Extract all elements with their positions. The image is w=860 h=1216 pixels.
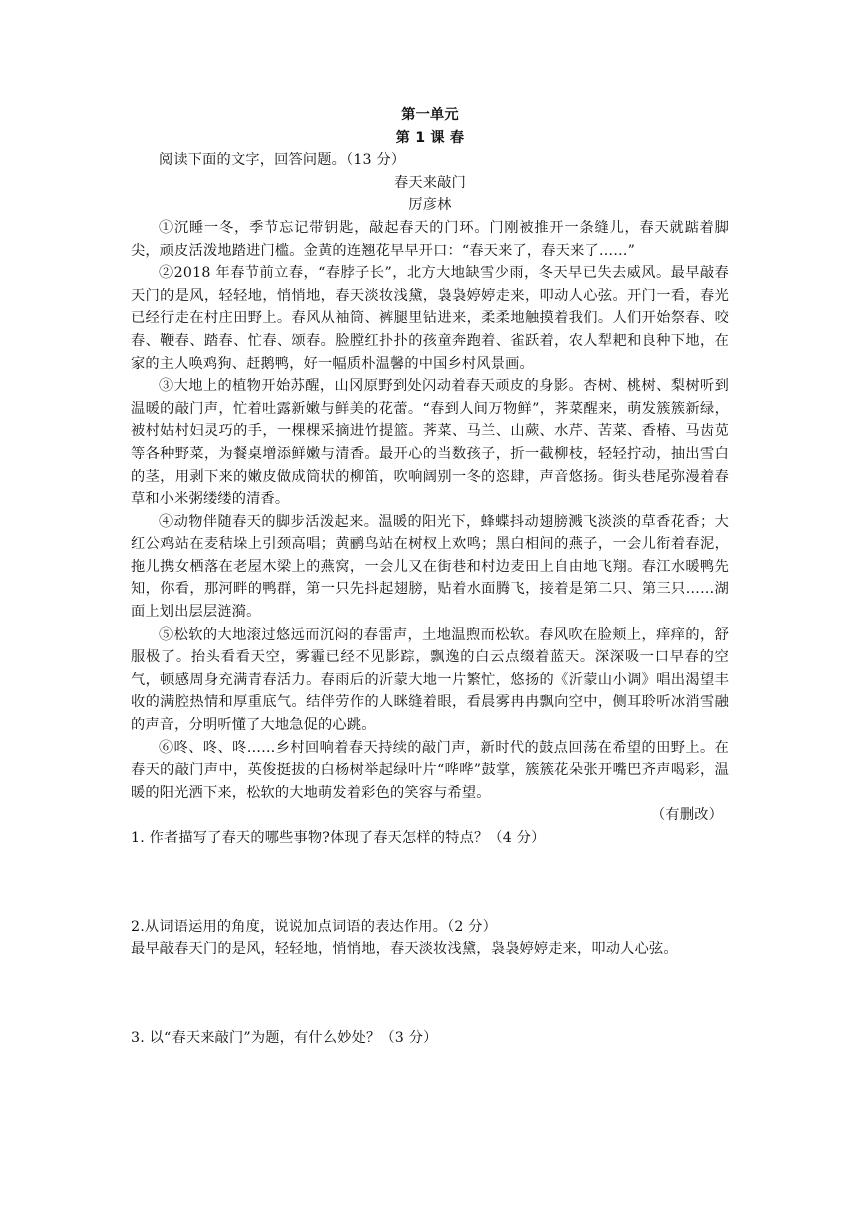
article-paragraph-3: ③大地上的植物开始苏醒，山冈原野到处闪动着春天顽皮的身影。杏树、桃树、梨树听到温暖的敲门声，忙着吐露新嫩与鲜美的花蕾。“春到人间万物鲜”，荠菜醒来，萌发簇簇新绿，被村姑村妇灵巧的手，一棵棵采摘进竹提篮。荠菜、马兰、山蕨、水芹、苦菜、香椿、马齿苋等各种野菜，为餐桌增添鲜嫩与清香。最开心的当数孩子，折一截柳枝，轻轻拧动，抽出雪白的茎，用剥下来的嫩皮做成筒状的柳笛，吹响阔别一冬的恣肆，声音悠扬。街头巷尾弥漫着春草和小米粥缕缕的清香。 — [131, 378, 729, 508]
article-paragraph-2: ②2018 年春节前立春，“春脖子长”，北方大地缺雪少雨，冬天早已失去威风。最早敲春天门的是风，轻轻地，悄悄地，春天淡妆浅黛，袅袅婷婷走来，叩动人心弦。开门一看，春光已经行走在村庄田野上。春风从袖筒、裤腿里钻进来，柔柔地触摸着我们。人们开始祭春、咬春、鞭春、踏春、忙春、颂春。脸膛红扑扑的孩童奔跑着、雀跃着，农人犁耙和良种下地，在家的主人唤鸡狗、赶鹅鸭，好一幅质朴温馨的中国乡村风景画。 — [131, 265, 729, 372]
article-author: 厉彦林 — [408, 197, 452, 214]
article-title: 春天来敲门 — [394, 174, 466, 191]
lesson-title: 第 1 课 春 — [395, 129, 465, 146]
question-1: 1. 作者描写了春天的哪些事物?体现了春天怎样的特点？（4 分） — [131, 830, 546, 846]
article-paragraph-4: ④动物伴随春天的脚步活泼起来。温暖的阳光下，蜂蝶抖动翅膀溅飞淡淡的草香花香；大红公鸡站在麦秸垛上引颈高唱；黄鹂鸟站在树杈上欢鸣；黑白相间的燕子，一会儿衔着春泥，拖儿携女栖落在老屋木梁上的燕窝，一会儿又在街巷和村边麦田上自由地飞翔。春江水暖鸭先知，你看，那河畔的鸭群，第一只先抖起翅膀，贴着水面腾飞，接着是第二只、第三只……湖面上划出层层涟漪。 — [131, 513, 729, 621]
answer-space-1 — [131, 850, 729, 916]
question-2-sentence: 最早敲春天门的是风，轻轻地，悄悄地，春天淡妆浅黛，袅袅婷婷走来，叩动人心弦。 — [131, 941, 678, 958]
answer-space-2 — [131, 961, 729, 1027]
source-note: （有删改） — [651, 807, 723, 824]
article-paragraph-5: ⑤松软的大地滚过悠远而沉闷的春雷声，土地温煦而松软。春风吹在脸颊上，痒痒的，舒服极了。抬头看看天空，雾霾已经不见影踪，飘逸的白云点缀着蓝天。深深吸一口早春的空气，顿感周身充满青春活力。春雨后的沂蒙大地一片繁忙，悠扬的《沂蒙山小调》唱出渴望丰收的满腔热情和厚重底气。结伴劳作的人眯缝着眼，看晨雾冉冉飘向空中，侧耳聆听冰消雪融的声音，分明听懂了大地急促的心跳。 — [131, 626, 729, 734]
article-paragraph-1: ①沉睡一冬，季节忘记带钥匙，敲起春天的门环。门刚被推开一条缝儿，春天就踮着脚尖，顽皮活泼地踏进门槛。金黄的连翘花早早开口：“春天来了，春天来了……” — [131, 219, 729, 259]
question-3: 3. 以“春天来敲门”为题，有什么妙处？（3 分） — [131, 1029, 438, 1046]
document-content — [131, 104, 729, 1049]
reading-instruction: 阅读下面的文字，回答问题。（13 分） — [159, 152, 406, 169]
unit-title: 第一单元 — [401, 107, 459, 123]
question-2: 2.从词语运用的角度，说说加点词语的表达作用。（2 分） — [131, 918, 498, 935]
article-paragraph-6: ⑥咚、咚、咚……乡村回响着春天持续的敲门声，新时代的鼓点回荡在希望的田野上。在春天的敲门声中，英俊挺拔的白杨树举起绿叶片“哗哗”鼓掌，簇簇花朵张开嘴巴齐声喝彩，温暖的阳光洒下来，松软的大地萌发着彩色的笑容与希望。 — [131, 739, 729, 801]
